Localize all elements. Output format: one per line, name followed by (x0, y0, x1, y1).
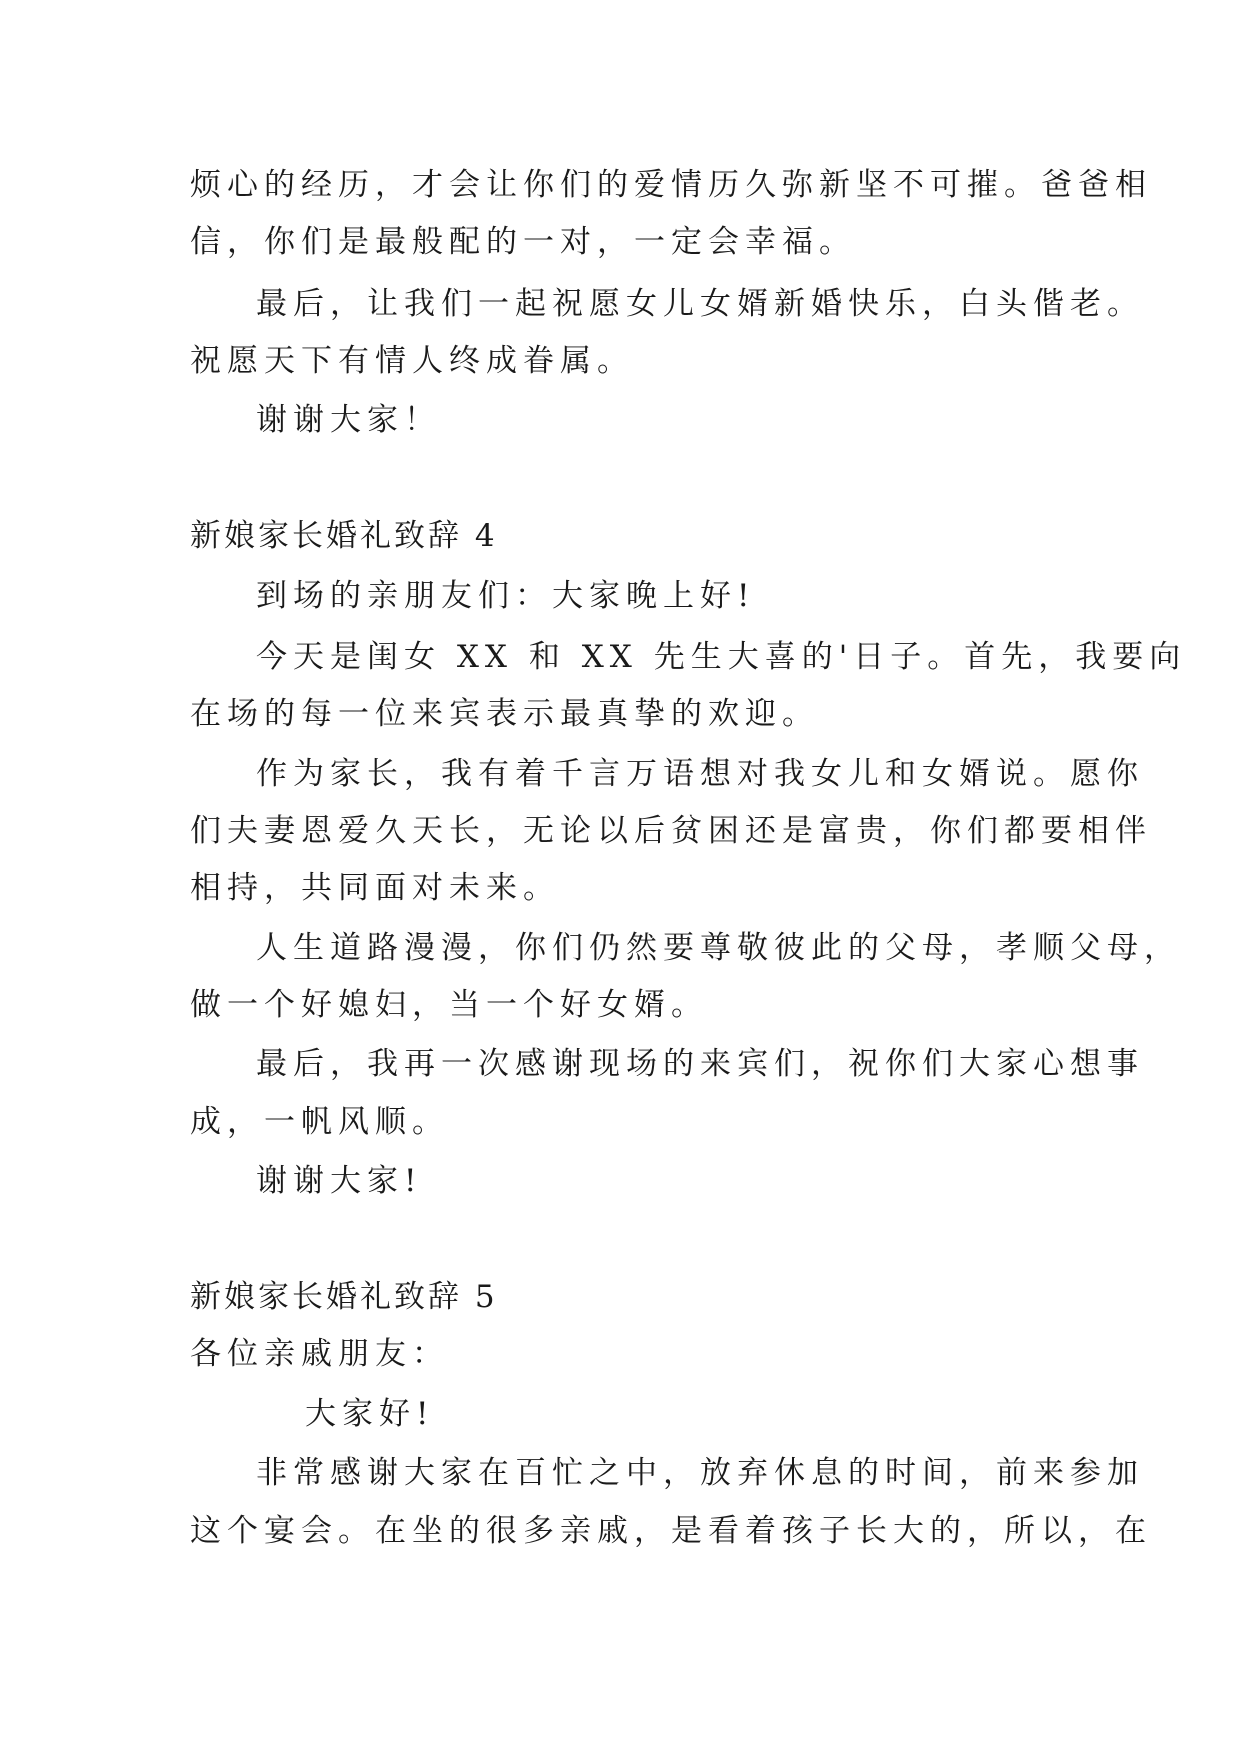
paragraph-line: 最后，我再一次感谢现场的来宾们，祝你们大家心想事 (256, 1046, 1144, 1082)
closing-thanks: 谢谢大家！ (256, 402, 441, 438)
salutation-line: 各位亲戚朋友： (190, 1336, 449, 1372)
section-title: 新娘家长婚礼致辞 5 (190, 1279, 498, 1315)
paragraph-line: 最后，让我们一起祝愿女儿女婿新婚快乐，白头偕老。 (256, 286, 1144, 322)
paragraph-line: 烦心的经历，才会让你们的爱情历久弥新坚不可摧。爸爸相 (190, 167, 1152, 203)
paragraph-line: 相持，共同面对未来。 (190, 870, 560, 906)
paragraph-line: 非常感谢大家在百忙之中，放弃休息的时间，前来参加 (256, 1455, 1144, 1491)
paragraph-line: 信，你们是最般配的一对，一定会幸福。 (190, 224, 856, 260)
paragraph-line: 做一个好媳妇，当一个好女婿。 (190, 987, 708, 1023)
paragraph-line: 人生道路漫漫，你们仍然要尊敬彼此的父母，孝顺父母， (256, 930, 1181, 966)
paragraph-line: 成，一帆风顺。 (190, 1104, 449, 1140)
paragraph-line: 作为家长，我有着千言万语想对我女儿和女婿说。愿你 (256, 756, 1144, 792)
greeting-line: 大家好! (305, 1396, 435, 1432)
section-title: 新娘家长婚礼致辞 4 (190, 518, 498, 554)
greeting-line: 到场的亲朋友们：大家晚上好! (256, 578, 756, 614)
closing-thanks: 谢谢大家! (256, 1163, 423, 1199)
paragraph-line: 在场的每一位来宾表示最真挚的欢迎。 (190, 696, 819, 732)
paragraph-line: 今天是闺女 XX 和 XX 先生大喜的'日子。首先，我要向 (256, 639, 1187, 675)
paragraph-line: 们夫妻恩爱久天长，无论以后贫困还是富贵，你们都要相伴 (190, 813, 1152, 849)
paragraph-line: 祝愿天下有情人终成眷属。 (190, 343, 634, 379)
paragraph-line: 这个宴会。在坐的很多亲戚，是看着孩子长大的，所以，在 (190, 1513, 1152, 1549)
